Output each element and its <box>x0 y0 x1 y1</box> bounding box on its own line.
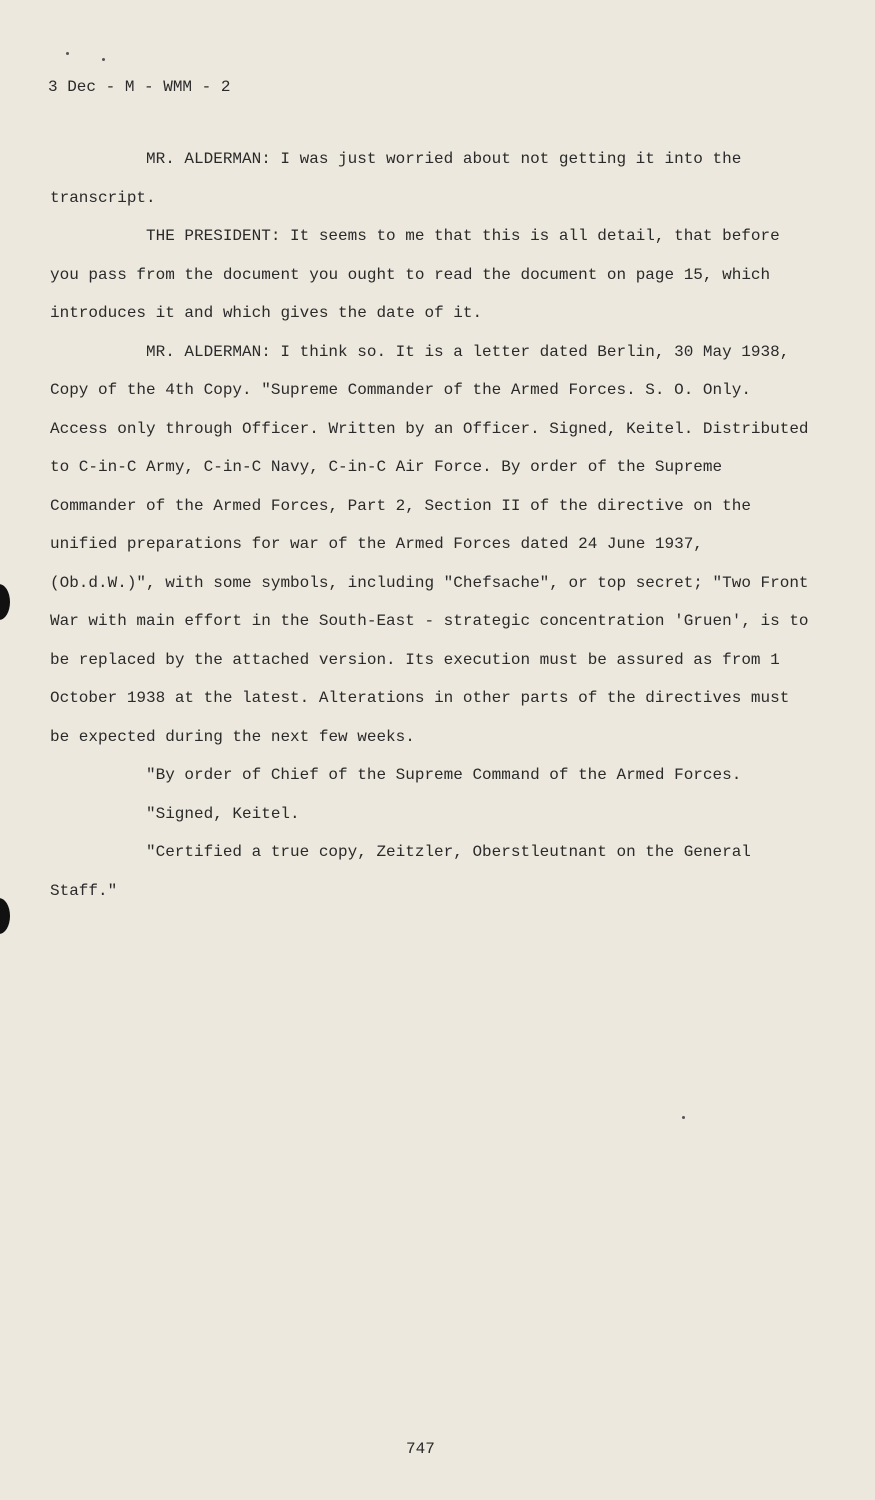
paper-speck <box>682 1116 685 1119</box>
paper-speck <box>102 58 105 61</box>
paragraph: "Signed, Keitel. <box>146 804 300 823</box>
paper-speck <box>66 52 69 55</box>
page-number: 747 <box>406 1440 435 1458</box>
paragraph: THE PRESIDENT: It seems to me that this is all detail, that before you pass from the document you ought to read the document on page 15, which introduces it and which gives the date of it. <box>50 227 780 322</box>
paragraph: "Certified a true copy, Zeitzler, Oberstleutnant on the General Staff." <box>50 843 751 900</box>
paragraph: MR. ALDERMAN: I think so. It is a letter dated Berlin, 30 May 1938, Copy of the 4th Copy. "Supreme Commander of the Armed Forces. S. O. Only. Access only through Officer. Written by an Officer. Signed, Keitel. Distributed to C-in-C Army, C-in-C Navy, C-in-C Air Force. By order of the Supreme Commander of the Armed Forces, Part 2, Section II of the directive on the unified preparations for war of the Armed Forces dated 24 June 1937, (Ob.d.W.)", with some symbols, including "Chefsache", or top secret; "Two Front War with main effort in the South-East - strategic concentration 'Gruen', is to be replaced by the attached version. Its execution must be assured as from 1 October 1938 at the latest. Alterations in other parts of the directives must be expected during the next few weeks. <box>50 342 809 746</box>
document-header: 3 Dec - M - WMM - 2 <box>48 78 231 96</box>
transcript-body <box>50 140 810 910</box>
punch-hole <box>0 898 10 934</box>
paragraph: "By order of Chief of the Supreme Command of the Armed Forces. <box>146 766 742 784</box>
paragraph: MR. ALDERMAN: I was just worried about not getting it into the transcript. <box>50 150 742 207</box>
punch-hole <box>0 584 10 620</box>
